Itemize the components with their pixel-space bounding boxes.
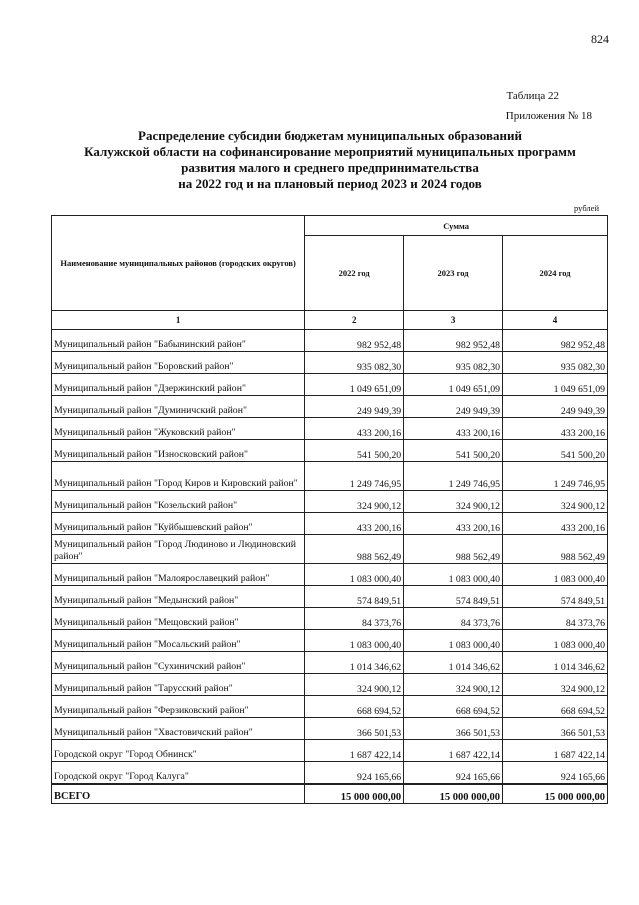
total-2024: 15 000 000,00 bbox=[503, 784, 608, 804]
row-value-2022: 574 849,51 bbox=[305, 586, 404, 608]
table-row bbox=[52, 535, 608, 564]
row-value-2023: 84 373,76 bbox=[404, 608, 503, 630]
row-value-2023: 249 949,39 bbox=[404, 396, 503, 418]
row-value-2022: 668 694,52 bbox=[305, 696, 404, 718]
title-line: Распределение субсидии бюджетам муниципальных образований bbox=[138, 128, 522, 143]
row-value-2024: 574 849,51 bbox=[503, 586, 608, 608]
row-value-2023: 1 014 346,62 bbox=[404, 652, 503, 674]
row-value-2024: 433 200,16 bbox=[503, 513, 608, 535]
row-value-2022: 541 500,20 bbox=[305, 440, 404, 462]
header-year-2022: 2022 год bbox=[305, 236, 404, 311]
row-name: Муниципальный район "Износковский район" bbox=[52, 440, 305, 462]
row-name: Муниципальный район "Ферзиковский район" bbox=[52, 696, 305, 718]
total-2023: 15 000 000,00 bbox=[404, 784, 503, 804]
row-name: Муниципальный район "Боровский район" bbox=[52, 352, 305, 374]
row-value-2023: 668 694,52 bbox=[404, 696, 503, 718]
row-name: Муниципальный район "Сухиничский район" bbox=[52, 652, 305, 674]
row-value-2023: 1 083 000,40 bbox=[404, 564, 503, 586]
page-number: 824 bbox=[591, 32, 609, 46]
row-name: Муниципальный район "Город Киров и Кировский район" bbox=[52, 462, 305, 491]
row-value-2023: 433 200,16 bbox=[404, 418, 503, 440]
row-name: Городской округ "Город Обнинск" bbox=[52, 740, 305, 762]
row-value-2024: 982 952,48 bbox=[503, 330, 608, 352]
column-index: 3 bbox=[404, 311, 503, 330]
row-value-2024: 433 200,16 bbox=[503, 418, 608, 440]
row-value-2023: 1 083 000,40 bbox=[404, 630, 503, 652]
row-value-2022: 1 014 346,62 bbox=[305, 652, 404, 674]
total-row bbox=[52, 784, 608, 804]
units-label: рублей bbox=[574, 203, 599, 213]
row-value-2022: 84 373,76 bbox=[305, 608, 404, 630]
row-value-2023: 935 082,30 bbox=[404, 352, 503, 374]
column-index: 4 bbox=[503, 311, 608, 330]
row-value-2024: 988 562,49 bbox=[503, 535, 608, 564]
table-row bbox=[52, 352, 608, 374]
total-label: ВСЕГО bbox=[52, 784, 305, 804]
row-value-2024: 366 501,53 bbox=[503, 718, 608, 740]
row-name: Муниципальный район "Город Людиново и Людиновский район" bbox=[52, 535, 305, 564]
row-value-2024: 1 687 422,14 bbox=[503, 740, 608, 762]
row-value-2022: 935 082,30 bbox=[305, 352, 404, 374]
table-row bbox=[52, 718, 608, 740]
row-name: Муниципальный район "Тарусский район" bbox=[52, 674, 305, 696]
row-name: Муниципальный район "Козельский район" bbox=[52, 491, 305, 513]
table-row bbox=[52, 674, 608, 696]
row-name: Муниципальный район "Мосальский район" bbox=[52, 630, 305, 652]
row-value-2024: 668 694,52 bbox=[503, 696, 608, 718]
row-name: Муниципальный район "Хвастовичский район" bbox=[52, 718, 305, 740]
table-row bbox=[52, 513, 608, 535]
column-index: 1 bbox=[52, 311, 305, 330]
table-body bbox=[52, 330, 608, 804]
row-value-2022: 366 501,53 bbox=[305, 718, 404, 740]
table-row bbox=[52, 440, 608, 462]
row-value-2024: 935 082,30 bbox=[503, 352, 608, 374]
row-value-2022: 1 687 422,14 bbox=[305, 740, 404, 762]
subsidy-table bbox=[51, 215, 608, 804]
row-value-2023: 324 900,12 bbox=[404, 674, 503, 696]
row-name: Муниципальный район "Жуковский район" bbox=[52, 418, 305, 440]
row-name: Муниципальный район "Медынский район" bbox=[52, 586, 305, 608]
column-index: 2 bbox=[305, 311, 404, 330]
row-value-2022: 988 562,49 bbox=[305, 535, 404, 564]
table-row bbox=[52, 330, 608, 352]
row-value-2023: 988 562,49 bbox=[404, 535, 503, 564]
row-value-2023: 574 849,51 bbox=[404, 586, 503, 608]
row-value-2023: 433 200,16 bbox=[404, 513, 503, 535]
row-value-2022: 1 049 651,09 bbox=[305, 374, 404, 396]
title-line: на 2022 год и на плановый период 2023 и 2024 годов bbox=[178, 176, 482, 191]
row-name: Муниципальный район "Мещовский район" bbox=[52, 608, 305, 630]
row-value-2024: 1 083 000,40 bbox=[503, 564, 608, 586]
row-value-2023: 1 249 746,95 bbox=[404, 462, 503, 491]
row-value-2022: 1 249 746,95 bbox=[305, 462, 404, 491]
row-value-2022: 982 952,48 bbox=[305, 330, 404, 352]
row-value-2024: 324 900,12 bbox=[503, 674, 608, 696]
table-row bbox=[52, 762, 608, 784]
row-value-2024: 1 083 000,40 bbox=[503, 630, 608, 652]
table-label: Таблица 22 bbox=[506, 90, 559, 102]
row-value-2022: 1 083 000,40 bbox=[305, 630, 404, 652]
row-value-2022: 924 165,66 bbox=[305, 762, 404, 784]
row-value-2023: 541 500,20 bbox=[404, 440, 503, 462]
row-value-2023: 366 501,53 bbox=[404, 718, 503, 740]
row-value-2022: 433 200,16 bbox=[305, 418, 404, 440]
row-value-2022: 324 900,12 bbox=[305, 674, 404, 696]
row-value-2024: 924 165,66 bbox=[503, 762, 608, 784]
appendix-label: Приложения № 18 bbox=[505, 110, 592, 122]
row-value-2022: 249 949,39 bbox=[305, 396, 404, 418]
table-row bbox=[52, 462, 608, 491]
table-row bbox=[52, 374, 608, 396]
row-value-2024: 541 500,20 bbox=[503, 440, 608, 462]
row-value-2023: 982 952,48 bbox=[404, 330, 503, 352]
table-row bbox=[52, 491, 608, 513]
document-title bbox=[40, 128, 620, 192]
row-value-2023: 1 687 422,14 bbox=[404, 740, 503, 762]
header-sum: Сумма bbox=[305, 216, 608, 236]
title-line: Калужской области на софинансирование мероприятий муниципальных программ bbox=[84, 144, 576, 159]
table-row bbox=[52, 696, 608, 718]
header-name: Наименование муниципальных районов (городских округов) bbox=[52, 216, 305, 311]
row-value-2024: 1 014 346,62 bbox=[503, 652, 608, 674]
title-line: развития малого и среднего предпринимательства bbox=[181, 160, 479, 175]
table-row bbox=[52, 740, 608, 762]
table-row bbox=[52, 586, 608, 608]
row-value-2022: 1 083 000,40 bbox=[305, 564, 404, 586]
row-value-2022: 433 200,16 bbox=[305, 513, 404, 535]
row-value-2024: 1 049 651,09 bbox=[503, 374, 608, 396]
table-row bbox=[52, 630, 608, 652]
row-value-2024: 84 373,76 bbox=[503, 608, 608, 630]
row-name: Муниципальный район "Думиничский район" bbox=[52, 396, 305, 418]
row-name: Муниципальный район "Бабынинский район" bbox=[52, 330, 305, 352]
table-row bbox=[52, 396, 608, 418]
row-value-2022: 324 900,12 bbox=[305, 491, 404, 513]
table-row bbox=[52, 652, 608, 674]
row-value-2024: 1 249 746,95 bbox=[503, 462, 608, 491]
row-name: Городской округ "Город Калуга" bbox=[52, 762, 305, 784]
total-2022: 15 000 000,00 bbox=[305, 784, 404, 804]
row-name: Муниципальный район "Куйбышевский район" bbox=[52, 513, 305, 535]
row-name: Муниципальный район "Дзержинский район" bbox=[52, 374, 305, 396]
row-value-2023: 924 165,66 bbox=[404, 762, 503, 784]
row-value-2023: 1 049 651,09 bbox=[404, 374, 503, 396]
row-value-2024: 249 949,39 bbox=[503, 396, 608, 418]
header-year-2024: 2024 год bbox=[503, 236, 608, 311]
header-year-2023: 2023 год bbox=[404, 236, 503, 311]
row-value-2024: 324 900,12 bbox=[503, 491, 608, 513]
row-value-2023: 324 900,12 bbox=[404, 491, 503, 513]
table-row bbox=[52, 418, 608, 440]
table-row bbox=[52, 564, 608, 586]
table-row bbox=[52, 608, 608, 630]
row-name: Муниципальный район "Малоярославецкий район" bbox=[52, 564, 305, 586]
